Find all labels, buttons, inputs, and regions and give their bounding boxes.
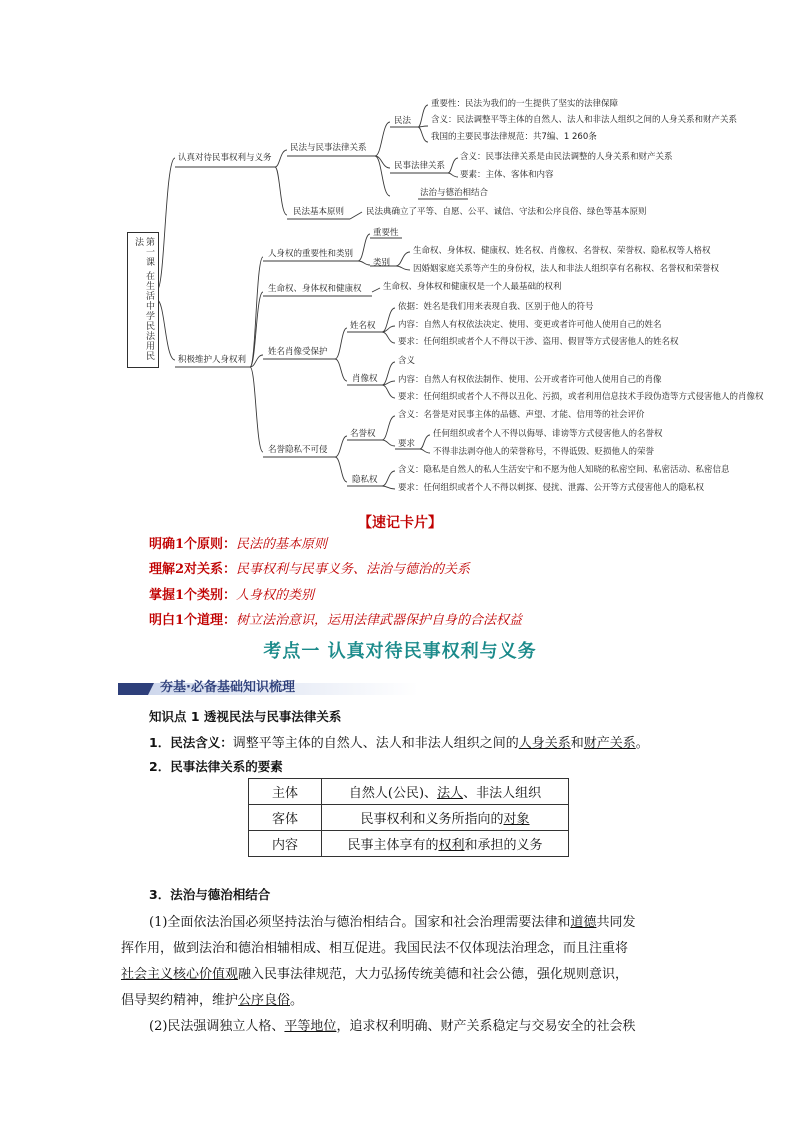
mind-map-root <box>127 232 159 368</box>
node-civil-law-relations: 民法与民事法律关系 <box>290 143 367 153</box>
cell-text: 和承担的义务 <box>464 838 543 853</box>
node-life-body-health: 生命权、身体权和健康权 <box>268 284 362 294</box>
leaf-relation-elements: 要素：主体、客体和内容 <box>460 170 554 180</box>
leaf-reputation-req-2: 不得非法剥夺他人的荣誉称号，不得诋毁、贬损他人的荣誉 <box>433 447 655 457</box>
leaf-name-basis: 依据：姓名是我们用来表现自我、区别于他人的符号 <box>398 302 594 312</box>
cell-text: 自然人(公民)、 <box>348 786 438 801</box>
branch-civil-rights: 认真对待民事权利与义务 <box>178 153 272 163</box>
node-reputation-privacy: 名誉隐私不可侵 <box>268 445 328 455</box>
card-text-4: 树立法治意识，运用法律武器保护自身的合法权益 <box>236 613 523 628</box>
p1-text: 调整平等主体的自然人、法人和非法人组织之间的 <box>232 736 519 751</box>
card-text-3: 人身权的类别 <box>236 588 315 603</box>
para1-line3 <box>121 963 628 982</box>
paragraph-civil-law-meaning <box>149 732 649 751</box>
leaf-name-requirement: 要求：任何组织或者个人不得以干涉、盗用、假冒等方式侵害他人的姓名权 <box>398 337 679 347</box>
underline-span: 公序良俗 <box>238 993 291 1008</box>
cell-text: 民事主体享有的 <box>347 838 439 853</box>
leaf-privacy-meaning: 含义：隐私是自然人的私人生活安宁和不愿为他人知晓的私密空间、私密活动、私密信息 <box>398 465 730 475</box>
cell-underline: 权利 <box>438 838 465 853</box>
para1-line4 <box>121 989 303 1008</box>
leaf-reputation-req-1: 任何组织或者个人不得以侮辱、诽谤等方式侵害他人的名誉权 <box>433 429 663 439</box>
node-name-portrait: 姓名肖像受保护 <box>268 347 328 357</box>
cell-underline: 对象 <box>503 812 530 827</box>
leaf-portrait-requirement: 要求：任何组织或者个人不得以丑化、污损，或者利用信息技术手段伪造等方式侵害他人的肖像权 <box>398 392 764 402</box>
table-cell-content: 内容 <box>249 831 322 857</box>
node-types: 类别 <box>373 258 391 268</box>
p1-end: 。 <box>635 736 649 751</box>
table-row <box>249 831 569 857</box>
root-label: 第一课 在生活中学民法用民法 <box>133 237 154 361</box>
elements-table <box>248 778 569 857</box>
leaf-portrait-meaning: 含义 <box>398 356 416 366</box>
text-span: 倡导契约精神，维护 <box>121 993 239 1008</box>
underline-span: 道德 <box>570 915 597 930</box>
table-cell-object: 客体 <box>249 805 322 831</box>
text-span: 共同发 <box>596 915 636 930</box>
card-label-2: 理解2对关系： <box>149 562 237 577</box>
card-line-3 <box>149 584 314 603</box>
leaf-privacy-requirement: 要求：任何组织或者个人不得以刺探、侵扰、泄露、公开等方式侵害他人的隐私权 <box>398 483 705 493</box>
node-civil-law: 民法 <box>394 116 412 126</box>
leaf-importance: 重要性：民法为我们的一生提供了坚实的法律保障 <box>431 99 619 109</box>
table-cell-subject: 主体 <box>249 779 322 805</box>
card-title: 【速记卡片】 <box>358 515 442 531</box>
leaf-principles: 民法典确立了平等、自愿、公平、诚信、守法和公序良俗、绿色等基本原则 <box>366 207 647 217</box>
leaf-identity-rights: 因婚姻家庭关系等产生的身份权，法人和非法人组织享有名称权、名誉权和荣誉权 <box>413 264 720 274</box>
underline-span: 平等地位 <box>284 1019 337 1034</box>
para1-line2: 挥作用，做到法治和德治相辅相成、相互促进。我国民法不仅体现法治理念，而且注重将 <box>121 941 629 956</box>
node-reputation-right: 名誉权 <box>350 429 376 439</box>
cell-text: 民事权利和义务所指向的 <box>360 812 504 827</box>
section-title: 考点一 认真对待民事权利与义务 <box>263 641 537 662</box>
cell-underline: 法人 <box>437 786 464 801</box>
mind-map <box>0 0 800 510</box>
table-row <box>249 779 569 805</box>
node-basic-principles: 民法基本原则 <box>293 207 345 217</box>
leaf-relation-meaning: 含义：民事法律关系是由民法调整的人身关系和财产关系 <box>460 152 673 162</box>
leaf-basic-rights: 生命权、身体权和健康权是一个人最基础的权利 <box>383 282 562 292</box>
p1-underline-personal: 人身关系 <box>518 736 571 751</box>
node-name-right: 姓名权 <box>350 321 376 331</box>
card-label-4: 明白1个道理： <box>149 613 237 628</box>
leaf-norms: 我国的主要民事法律规范：共7编、1 260条 <box>431 132 597 142</box>
table-cell-content-value <box>322 831 569 857</box>
node-rule-of-law-virtue: 法治与德治相结合 <box>420 188 489 198</box>
text-span: 融入民事法律规范，大力弘扬传统美德和社会公德，强化规则意识， <box>238 967 629 982</box>
card-text-2: 民事权利与民事义务、法治与德治的关系 <box>236 562 471 577</box>
card-label-3: 掌握1个类别： <box>149 588 237 603</box>
heading-rule-of-law: 3．法治与德治相结合 <box>149 887 271 902</box>
band-label: 夯基·必备基础知识梳理 <box>160 680 295 695</box>
leaf-meaning: 含义：民法调整平等主体的自然人、法人和非法人组织之间的人身关系和财产关系 <box>431 115 738 125</box>
table-cell-object-value <box>322 805 569 831</box>
leaf-name-content: 内容：自然人有权依法决定、使用、变更或者许可他人使用自己的姓名 <box>398 320 662 330</box>
text-span: ，追求权利明确、财产关系稳定与交易安全的社会秩 <box>336 1019 636 1034</box>
table-cell-subject-value <box>322 779 569 805</box>
node-personal-rights-types: 人身权的重要性和类别 <box>268 249 354 259</box>
node-civil-legal-relation: 民事法律关系 <box>394 161 446 171</box>
text-span: 。 <box>290 993 304 1008</box>
card-label-1: 明确1个原则： <box>149 537 237 552</box>
heading-elements: 2．民事法律关系的要素 <box>149 759 283 774</box>
p1-underline-property: 财产关系 <box>583 736 636 751</box>
node-reputation-requirement: 要求 <box>398 439 416 449</box>
card-line-2 <box>149 558 470 577</box>
leaf-portrait-content: 内容：自然人有权依法制作、使用、公开或者许可他人使用自己的肖像 <box>398 375 662 385</box>
para2-line1 <box>149 1015 635 1034</box>
text-span: (1)全面依法治国必须坚持法治与德治相结合。国家和社会治理需要法律和 <box>149 915 571 930</box>
knowledge-point-1: 知识点 1 透视民法与民事法律关系 <box>149 709 342 724</box>
node-privacy-right: 隐私权 <box>352 475 378 485</box>
cell-text: 、非法人组织 <box>463 786 542 801</box>
card-text-1: 民法的基本原则 <box>236 537 328 552</box>
card-line-1 <box>149 533 327 552</box>
leaf-personality-rights: 生命权、身体权、健康权、姓名权、肖像权、名誉权、荣誉权、隐私权等人格权 <box>413 246 711 256</box>
branch-personal-rights: 积极维护人身权利 <box>178 355 247 365</box>
node-portrait-right: 肖像权 <box>352 374 378 384</box>
underline-span: 社会主义核心价值观 <box>121 967 239 982</box>
leaf-reputation-meaning: 含义：名誉是对民事主体的品德、声望、才能、信用等的社会评价 <box>398 410 645 420</box>
node-importance: 重要性 <box>373 228 399 238</box>
p1-and: 和 <box>570 736 584 751</box>
card-line-4 <box>149 609 522 628</box>
table-row <box>249 805 569 831</box>
text-span: (2)民法强调独立人格、 <box>149 1019 285 1034</box>
para1-line1 <box>149 911 635 930</box>
p1-label: 1．民法含义： <box>149 735 233 750</box>
